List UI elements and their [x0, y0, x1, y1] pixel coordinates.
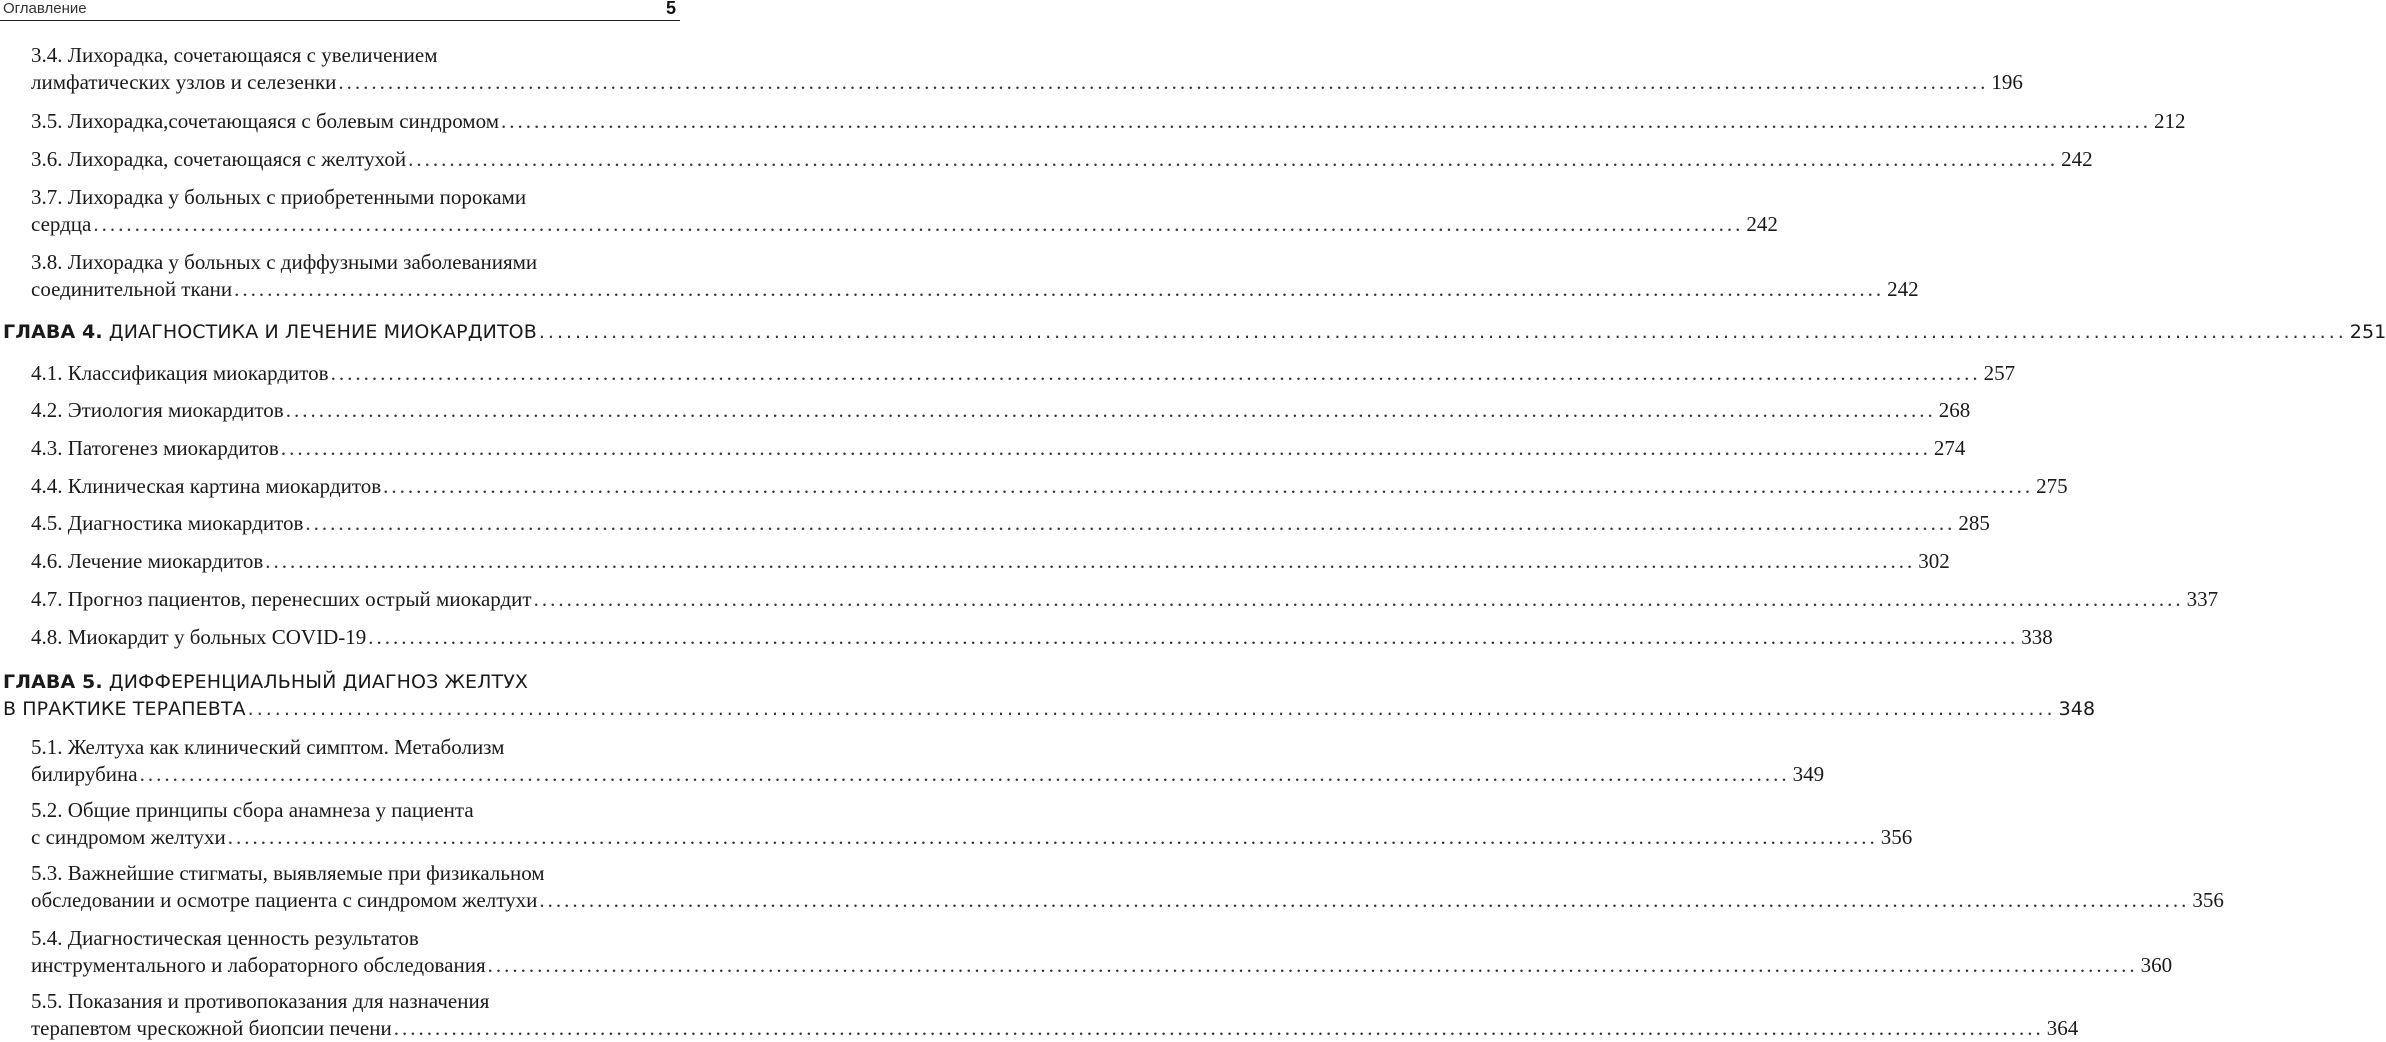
entry-title: 4.8. Миокардит у больных COVID-19 — [31, 625, 367, 649]
dot-leader: ........................................................................................................................................................................................................ — [538, 321, 2347, 343]
entry-page: 242 — [1887, 277, 1919, 301]
toc-entry[interactable] — [31, 146, 2093, 173]
entry-title: 4.6. Лечение миокардитов — [31, 549, 264, 573]
dot-leader: ........................................................................................................................................................................................................ — [487, 953, 2138, 977]
entry-page: 337 — [2186, 587, 2219, 611]
chapter-entry[interactable] — [3, 669, 2096, 723]
dot-leader: ........................................................................................................................................................................................................ — [500, 109, 2151, 133]
entry-title-line1: 3.8. Лихорадка у больных с диффузными заболеваниями — [31, 250, 538, 274]
chapter-title: ДИАГНОСТИКА И ЛЕЧЕНИЕ МИОКАРДИТОВ — [102, 321, 537, 343]
header-title: Оглавление — [3, 0, 87, 17]
dot-leader: ........................................................................................................................................................................................................ — [368, 625, 2019, 649]
dot-leader: ........................................................................................................................................................................................................ — [227, 825, 1878, 849]
entry-page: 242 — [2061, 147, 2093, 171]
entry-page: 356 — [1880, 825, 1913, 849]
toc-entry[interactable] — [31, 42, 2023, 96]
toc-entry[interactable] — [31, 435, 1966, 462]
entry-page: 349 — [1792, 762, 1825, 786]
chapter-entry[interactable] — [3, 319, 2386, 346]
entry-title: сердца — [31, 212, 92, 236]
toc-entry[interactable] — [31, 988, 2079, 1042]
chapter-label: ГЛАВА 4. — [3, 321, 103, 343]
entry-title: 4.1. Классификация миокардитов — [31, 361, 329, 385]
dot-leader: ........................................................................................................................................................................................................ — [408, 147, 2059, 171]
entry-title-line1: 5.2. Общие принципы сбора анамнеза у пациента — [31, 798, 474, 822]
toc-entry[interactable] — [31, 473, 2068, 500]
entry-title: лимфатических узлов и селезенки — [31, 70, 337, 94]
entry-title-line1: 5.4. Диагностическая ценность результатов — [31, 926, 419, 950]
toc-entry[interactable] — [31, 249, 1919, 303]
toc-entry[interactable] — [31, 108, 2186, 135]
dot-leader: ........................................................................................................................................................................................................ — [265, 549, 1916, 573]
toc-entry[interactable] — [31, 510, 1990, 537]
toc-entry[interactable] — [31, 184, 1778, 238]
toc-entry[interactable] — [31, 624, 2053, 651]
chapter-label: ГЛАВА 5. — [3, 671, 103, 693]
entry-page: 242 — [1746, 212, 1778, 236]
entry-title: 4.7. Прогноз пациентов, перенесших острый миокардит — [31, 587, 532, 611]
toc-entry[interactable] — [31, 360, 2016, 387]
entry-title: соединительной ткани — [31, 277, 233, 301]
entry-page: 338 — [2021, 625, 2053, 649]
dot-leader: ........................................................................................................................................................................................................ — [93, 212, 1744, 236]
running-header — [0, 0, 680, 21]
entry-page: 212 — [2153, 109, 2186, 133]
entry-title: инструментального и лабораторного обследования — [31, 953, 486, 977]
chapter-title: В ПРАКТИКЕ ТЕРАПЕВТА — [3, 698, 246, 720]
entry-title: билирубина — [31, 762, 138, 786]
dot-leader: ........................................................................................................................................................................................................ — [330, 361, 1981, 385]
entry-title: 4.5. Диагностика миокардитов — [31, 511, 304, 535]
toc-entry[interactable] — [31, 397, 1971, 424]
toc-entry[interactable] — [31, 925, 2173, 979]
entry-page: 285 — [1958, 511, 1990, 535]
entry-page: 360 — [2140, 953, 2173, 977]
entry-title-line1: 3.4. Лихорадка, сочетающаяся с увеличением — [31, 43, 438, 67]
dot-leader: ........................................................................................................................................................................................................ — [285, 398, 1936, 422]
entry-title-line1: 5.1. Желтуха как клинический симптом. Метаболизм — [31, 735, 505, 759]
dot-leader: ........................................................................................................................................................................................................ — [533, 587, 2184, 611]
dot-leader: ........................................................................................................................................................................................................ — [539, 888, 2190, 912]
dot-leader: ........................................................................................................................................................................................................ — [280, 436, 1931, 460]
dot-leader: ........................................................................................................................................................................................................ — [305, 511, 1956, 535]
toc-entry[interactable] — [31, 734, 1825, 788]
chapter-title-line1: ДИФФЕРЕНЦИАЛЬНЫЙ ДИАГНОЗ ЖЕЛТУХ — [102, 671, 529, 693]
entry-title: 4.3. Патогенез миокардитов — [31, 436, 279, 460]
entry-page: 251 — [2349, 321, 2386, 343]
dot-leader: ........................................................................................................................................................................................................ — [393, 1016, 2044, 1040]
toc-entry[interactable] — [31, 586, 2219, 613]
dot-leader: ........................................................................................................................................................................................................ — [338, 70, 1989, 94]
dot-leader: ........................................................................................................................................................................................................ — [234, 277, 1885, 301]
entry-title-line1: 3.7. Лихорадка у больных с приобретенными пороками — [31, 185, 527, 209]
entry-page: 356 — [2192, 888, 2224, 912]
entry-page: 302 — [1918, 549, 1950, 573]
entry-title-line1: 5.5. Показания и противопоказания для назначения — [31, 989, 490, 1013]
toc-entry[interactable] — [31, 860, 2224, 914]
entry-page: 275 — [2036, 474, 2068, 498]
entry-title: 3.5. Лихорадка,сочетающаяся с болевым синдромом — [31, 109, 499, 133]
entry-page: 257 — [1983, 361, 2016, 385]
entry-title-line1: 5.3. Важнейшие стигматы, выявляемые при физикальном — [31, 861, 545, 885]
toc-entry[interactable] — [31, 797, 1913, 851]
entry-title: обследовании и осмотре пациента с синдромом желтухи — [31, 888, 538, 912]
entry-page: 364 — [2046, 1016, 2079, 1040]
entry-title: с синдромом желтухи — [31, 825, 226, 849]
entry-page: 196 — [1991, 70, 2023, 94]
entry-page: 274 — [1933, 436, 1966, 460]
entry-title: терапевтом чрескожной биопсии печени — [31, 1016, 392, 1040]
toc-entry[interactable] — [31, 548, 1950, 575]
entry-title: 3.6. Лихорадка, сочетающаяся с желтухой — [31, 147, 407, 171]
entry-title: 4.4. Клиническая картина миокардитов — [31, 474, 382, 498]
entry-page: 348 — [2058, 698, 2096, 720]
dot-leader: ........................................................................................................................................................................................................ — [139, 762, 1790, 786]
dot-leader: ........................................................................................................................................................................................................ — [383, 474, 2034, 498]
entry-page: 268 — [1938, 398, 1971, 422]
dot-leader: ........................................................................................................................................................................................................ — [247, 698, 2056, 720]
page-number: 5 — [665, 0, 676, 18]
entry-title: 4.2. Этиология миокардитов — [31, 398, 284, 422]
